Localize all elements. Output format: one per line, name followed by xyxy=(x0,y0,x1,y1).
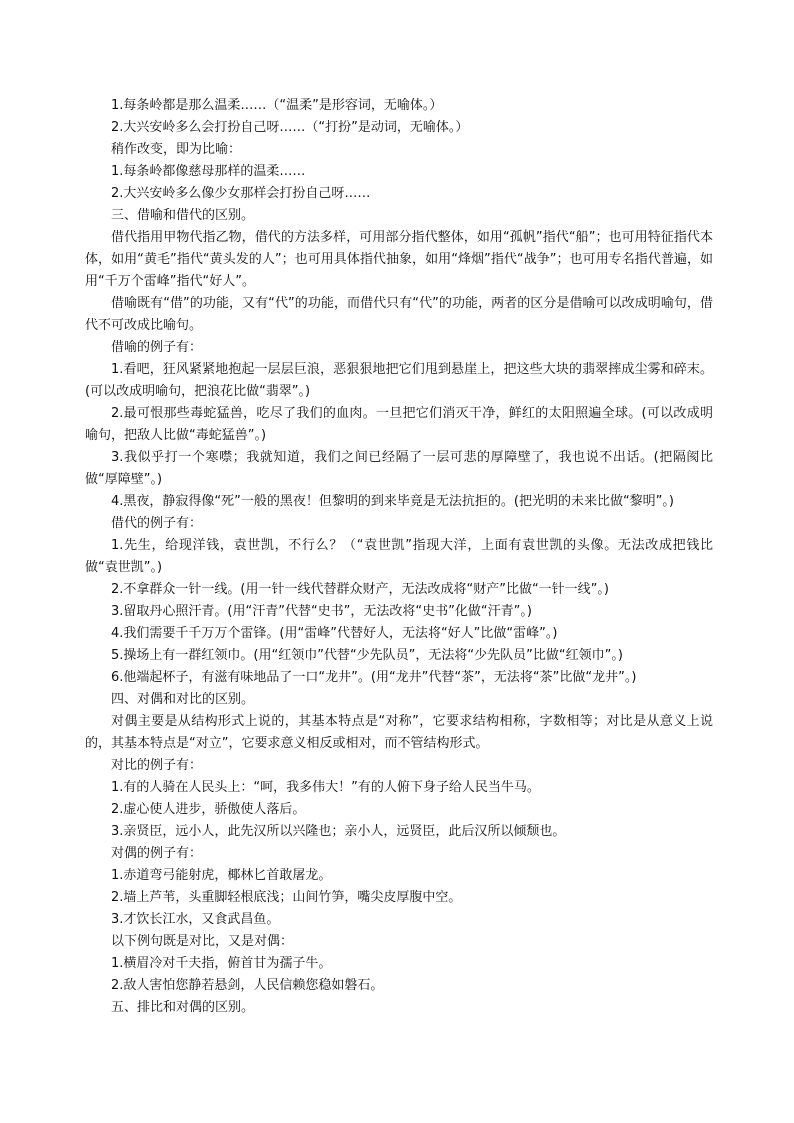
paragraph: 3.留取丹心照汗青。(用“汗青”代替“史书”，无法改将“史书”化做“汗青”。) xyxy=(111,604,532,619)
paragraph: 2.敌人害怕您静若悬剑，人民信赖您稳如磐石。 xyxy=(111,978,384,993)
document-body xyxy=(85,95,713,1019)
paragraph: 6.他端起杯子，有滋有味地品了一口“龙井”。(用“龙井”代替“茶”，无法将“茶”比做“龙井”。) xyxy=(111,670,637,685)
paragraph: 借代指用甲物代指乙物，借代的方法多样，可用部分指代整体，如用“孤帆”指代“船”；也可用特征指代本体，如用“黄毛”指代“黄头发的人”；也可用具体指代抽象，如用“烽烟”指代“战争”；也可用专名指代普遍，如用“千万个雷峰”指代“好人”。 xyxy=(85,230,713,289)
paragraph: 2.虚心使人进步，骄傲使人落后。 xyxy=(111,802,306,817)
paragraph: 1.每条岭都是那么温柔……（“温柔”是形容词，无喻体。） xyxy=(111,98,443,113)
paragraph: 2.墙上芦苇，头重脚轻根底浅；山间竹笋，嘴尖皮厚腹中空。 xyxy=(111,890,462,905)
paragraph: 借喻既有“借”的功能，又有“代”的功能，而借代只有“代”的功能，两者的区分是借喻可以改成明喻句，借代不可改成比喻句。 xyxy=(85,296,713,333)
paragraph: 3.亲贤臣，远小人，此先汉所以兴隆也；亲小人，远贤臣，此后汉所以倾颓也。 xyxy=(111,824,566,839)
paragraph: 2.最可恨那些毒蛇猛兽，吃尽了我们的血肉。一旦把它们消灭干净，鲜红的太阳照遍全球。(可以改成明喻句，把敌人比做“毒蛇猛兽”。) xyxy=(85,406,713,443)
paragraph: 1.横眉冷对千夫指，俯首甘为孺子牛。 xyxy=(111,956,332,971)
paragraph: 对偶的例子有： xyxy=(111,846,203,861)
section-heading: 五、排比和对偶的区别。 xyxy=(111,1000,255,1015)
paragraph: 2.大兴安岭多么会打扮自己呀……（“打扮”是动词，无喻体。） xyxy=(111,120,469,135)
section-heading: 三、借喻和借代的区别。 xyxy=(111,208,255,223)
paragraph: 4.我们需要千千万万个雷锋。(用“雷峰”代替好人，无法将“好人”比做“雷峰”。) xyxy=(111,626,558,641)
paragraph: 借喻的例子有： xyxy=(111,340,203,355)
paragraph: 4.黑夜，静寂得像“死”一般的黑夜！但黎明的到来毕竟是无法抗拒的。(把光明的未来比做“黎明”。) xyxy=(111,494,674,509)
paragraph: 5.操场上有一群红领巾。(用“红领巾”代替“少先队员”，无法将“少先队员”比做“红领巾”。) xyxy=(111,648,623,663)
paragraph: 2.不拿群众一针一线。(用一针一线代替群众财产，无法改成将“财产”比做“一针一线”。) xyxy=(111,582,609,597)
paragraph: 1.每条岭都像慈母那样的温柔…… xyxy=(111,164,306,179)
paragraph: 借代的例子有： xyxy=(111,516,203,531)
paragraph: 以下例句既是对比，又是对偶： xyxy=(111,934,294,949)
paragraph: 1.先生，给现洋钱，袁世凯，不行么？（“袁世凯”指现大洋，上面有袁世凯的头像。无法改成把钱比做“袁世凯”。) xyxy=(85,538,713,575)
paragraph: 对比的例子有： xyxy=(111,758,203,773)
paragraph: 3.才饮长江水，又食武昌鱼。 xyxy=(111,912,280,927)
paragraph: 稍作改变，即为比喻： xyxy=(111,142,242,157)
section-heading: 四、对偶和对比的区别。 xyxy=(111,692,255,707)
paragraph: 3.我似乎打一个寒噤；我就知道，我们之间已经隔了一层可悲的厚障壁了，我也说不出话。(把隔阂比做“厚障壁”。) xyxy=(85,450,713,487)
paragraph: 1.有的人骑在人民头上：“呵，我多伟大！”有的人俯下身子给人民当牛马。 xyxy=(111,780,540,795)
paragraph: 对偶主要是从结构形式上说的，其基本特点是“对称”，它要求结构相称，字数相等；对比是从意义上说的，其基本特点是“对立”，它要求意义相反或相对，而不管结构形式。 xyxy=(85,714,713,751)
paragraph: 1.看吧，狂风紧紧地抱起一层层巨浪，恶狠狠地把它们甩到悬崖上，把这些大块的翡翠摔成尘雾和碎末。(可以改成明喻句，把浪花比做“翡翠”。) xyxy=(85,362,713,399)
paragraph: 1.赤道弯弓能射虎，椰林匕首敢屠龙。 xyxy=(111,868,332,883)
paragraph: 2.大兴安岭多么像少女那样会打扮自己呀…… xyxy=(111,186,371,201)
